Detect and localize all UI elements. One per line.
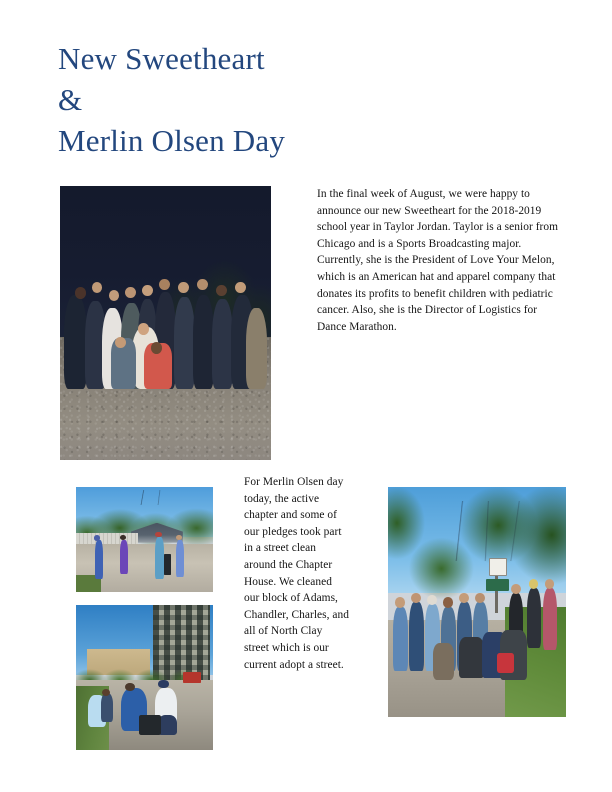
person-head [443,597,453,607]
person-head [459,593,469,603]
photo-street-clean-content [76,487,213,592]
merlin-paragraph: For Merlin Olsen day today, the active chapter and some of our pledges took part in a street clean around the Chapter House. We cleaned our block of Adams, Chandler, Charles, and all of North Clay street which is our current adopt a street. [244,476,350,671]
sweetheart-paragraph: In the final week of August, we were happy to announce our new Sweetheart for the 2018-2019 school year in Taylor Jordan. Taylor is a senior from Chicago and is a Sports Broadcasting major. Currently, she is the President of Love Your Melon, which is an American hat and apparel company that donates its profits to benefit children with pediatric cancer. Also, she is the Director of Logistics for Dance Marathon. [317,188,559,333]
photo-trash-pickup [76,605,213,750]
head [235,282,246,293]
title-line-3: Merlin Olsen Day [58,123,286,158]
person-head [511,584,521,594]
head [178,282,189,293]
photo-group-sign-content [388,487,566,717]
red-shorts [497,653,515,674]
photo-group-night [60,186,271,460]
page-title [58,38,478,161]
head [75,287,86,299]
person-head [411,593,421,603]
dog [433,643,454,680]
person [527,588,541,648]
photo-group-sign [388,487,566,717]
head [142,285,153,296]
person [409,602,423,671]
title-line-1: New Sweetheart [58,41,265,76]
person [176,540,184,578]
trash-bag [164,554,171,575]
person-head [176,535,182,540]
trash-bag [139,715,161,735]
person [101,693,113,722]
photo-trash-pickup-content [76,605,213,750]
person-head [120,535,126,540]
power-wires [76,490,213,505]
person [393,607,407,671]
title-line-2: & [58,82,83,117]
head [197,279,208,290]
head [216,285,227,296]
head [159,279,170,290]
person [120,540,128,575]
shorts [158,715,177,735]
crowd [60,279,271,389]
person-head [94,535,100,540]
power-wires [388,501,566,561]
head [109,290,120,301]
head [92,282,103,293]
person [95,540,103,580]
photo-group-night-content [60,186,271,460]
person [543,588,557,650]
street-sign [486,579,509,591]
head [151,342,162,354]
seated-person [459,637,484,678]
no-parking-sign [489,558,507,576]
photo-street-clean [76,487,213,592]
person-head [475,593,485,603]
parked-car [183,672,201,684]
person-head [395,597,405,607]
